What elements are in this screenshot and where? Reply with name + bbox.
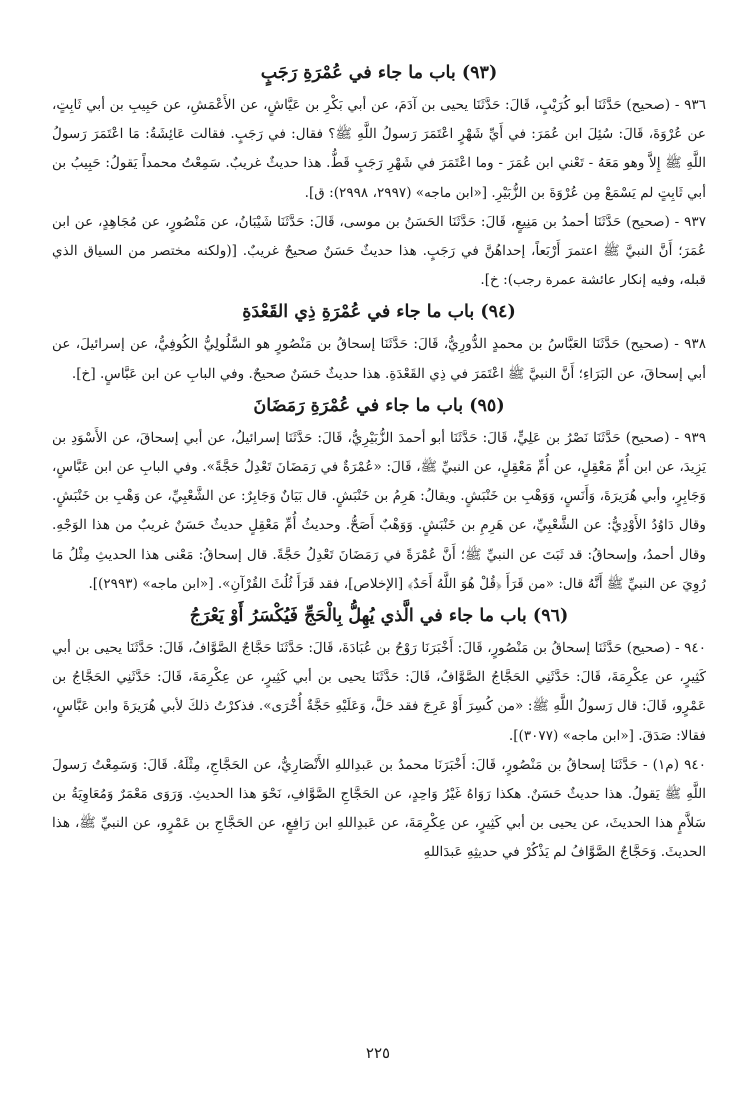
page-number: ٢٢٥ [365, 1044, 391, 1062]
hadith-940: ٩٤٠ - (صحيح) حَدَّثَنَا إسحاقُ بن مَنْصُورٍ، قَالَ: أَخْبَرَنَا رَوْحُ بن عُبَادَةَ، قَالَ: حَدَّثَنَا حَجَّاجٌ الصَّوَّافُ، قَالَ: حَدَّثَنَا يحيى بن أبي كَثِيرٍ، عن عِكْرِمَةَ، قَالَ: حَدَّثَنِي الحَجَّاجُ الصَّوَّافُ، قَالَ: حَدَّثَنَا يحيى بن أبي كَثِيرٍ، عن عِكْرِمَةَ، قَالَ: حَدَّثَنِي الحَجَّاجُ بن عَمْرٍو، قَالَ: قال رَسولُ اللَّهِ ﷺ: «من كُسِرَ أَوْ عَرِجَ فقد حَلَّ، وَعَلَيْهِ حَجَّةٌ أُخْرَى». فذكرْتُ ذلكَ لأبي هُرَيرَةَ وابن عَبَّاسٍ، فقالا: صَدَقَ. [«ابن ماجه» (٣٠٧٧)]. [52, 640, 706, 744]
chapter-heading-95: (٩٥) باب ما جاء في عُمْرَةِ رَمَضَانَ [253, 395, 505, 416]
hadith-940-m1: ٩٤٠ (م١) - حَدَّثَنَا إسحاقُ بن مَنْصُورٍ، قَالَ: أَخْبَرَنَا محمدُ بن عَبدِاللهِ الأَنْصَارِيُّ، عن الحَجَّاجِ، مِثْلَهُ. قَالَ: وَسَمِعْتُ رَسولَ اللَّهِ ﷺ يَقولُ. هذا حديثٌ حَسَنٌ. هكذا رَوَاهُ غَيْرُ وَاحِدٍ، عن الحَجَّاجِ الصَّوَّافِ، نَحْوَ هذا الحديثِ. وَرَوَى مَعْمَرٌ وَمُعَاوِيَةُ بن سَلاَّمٍ هذا الحديثَ، عن يحيى بن أبي كَثِيرٍ، عن عِكْرِمَةَ، عن عَبدِاللهِ ابن رَافِعٍ، عن الحَجَّاجِ بن عَمْرٍو، عن النبيِّ ﷺ، هذا الحديثَ. وَحَجَّاجٌ الصَّوَّافُ لم يَذْكُرْ في حديثِهِ عَبدَاللهِ [52, 756, 706, 861]
chapter-heading-96: (٩٦) باب ما جاء في الَّذي يُهِلُّ بِالْحَجِّ فَيُكْسَرُ أَوْ يَعْرَجُ [189, 606, 569, 627]
hadith-936: ٩٣٦ - (صحيح) حَدَّثَنَا أبو كُرَيْبٍ، قَالَ: حَدَّثَنَا يحيى بن آدَمَ، عن أبي بَكْرِ بن عَيَّاشٍ، عن الأَعْمَشِ، عن حَبِيبِ بن أبي ثَابِتٍ، عن عُرْوَةَ، قَالَ: سُئِلَ ابن عُمَرَ: في أَيِّ شَهْرٍ اعْتَمَرَ رَسولُ اللَّهِ ﷺ؟ فقال: في رَجَبٍ. فقالت عَائِشَةُ: مَا اعْتَمَرَ رَسولُ اللَّهِ ﷺ إِلاَّ وهو مَعَهُ - تَعْني ابن عُمَرَ - وما اعْتَمَرَ في شَهْرِ رَجَبٍ قَطُّ. هذا حديثٌ غريبٌ. سَمِعْتُ محمداً يَقولُ: حَبِيبُ بن أبي ثَابِتٍ لم يَسْمَعْ مِن عُرْوَةَ بن الزُّبَيْرِ. [«ابن ماجه» (٢٩٩٧، ٢٩٩٨): ق]. [52, 97, 706, 201]
chapter-heading-93: (٩٣) باب ما جاء في عُمْرَةِ رَجَبٍ [260, 63, 498, 83]
hadith-938: ٩٣٨ - (صحيح) حَدَّثَنَا العَبَّاسُ بن محمدٍ الدُّورِيُّ، قَالَ: حَدَّثَنَا إسحاقُ بن مَنْصُورٍ هو السَّلُولِيُّ الكُوفِيُّ، عن إسرائيلَ، عن أبي إسحاقَ، عن البَرَاءِ؛ أَنَّ النبيَّ ﷺ اعْتَمَرَ في ذِي القَعْدَةِ. هذا حديثٌ حَسَنٌ صحيحٌ. وفي البابِ عن ابن عَبَّاسٍ. [خ]. [52, 336, 706, 382]
chapter-heading-94: (٩٤) باب ما جاء في عُمْرَةِ ذِي القَعْدَةِ [242, 302, 516, 323]
hadith-939: ٩٣٩ - (صحيح) حَدَّثَنَا نَصْرُ بن عَلِيٍّ، قَالَ: حَدَّثَنَا أبو أحمدَ الزُّبَيْرِيُّ، قَالَ: حَدَّثَنَا إسرائيلُ، عن أبي إسحاقَ، عن الأَسْوَدِ بن يَزِيدَ، عن ابن أُمِّ مَعْقِلٍ، عن أُمِّ مَعْقِلٍ، عن النبيِّ ﷺ، قَالَ: «عُمْرَةٌ في رَمَضَانَ تَعْدِلُ حَجَّةً». وفي البابِ عن ابن عَبَّاسٍ، وَجَابِرٍ، وأبي هُرَيرَةَ، وَأَنَسٍ، وَوَهْبِ بن خَنْبَشٍ. ويقالُ: هَرِمُ بن خَنْبَشٍ. قال بَيَانٌ وَجَابِرٌ: عن الشَّعْبِيِّ، عن وَهْبِ بن خَنْبَشٍ. وقال دَاوُدُ الأَوْدِيُّ: عن الشَّعْبِيِّ، عن هَرِمِ بن خَنْبَشٍ. وَوَهْبٌ أَصَحُّ. وحديثُ أُمِّ مَعْقِلٍ حديثٌ حَسَنٌ غريبٌ من هذا الوَجْهِ. وقال أحمدُ، وإسحاقُ: قد ثَبَتَ عن النبيِّ ﷺ؛ أَنَّ عُمْرَةً في رَمَضَانَ تَعْدِلُ حَجَّةً. قال إسحاقُ: مَعْنى هذا الحديثِ مِثْلُ مَا رُوِيَ عن النبيِّ ﷺ أَنَّهُ قال: «من قَرَأَ ﴿قُلْ هُوَ اللَّهُ أَحَدٌ﴾ [الإخلاص]، فقد قَرَأَ ثُلُثَ القُرْآنِ». [«ابن ماجه» (٢٩٩٣)]. [52, 429, 706, 592]
hadith-937: ٩٣٧ - (صحيح) حَدَّثَنَا أحمدُ بن مَنِيعٍ، قَالَ: حَدَّثَنَا الحَسَنُ بن موسى، قَالَ: حَدَّثَنَا شَيْبَانُ، عن مَنْصُورٍ، عن مُجَاهِدٍ، عن ابن عُمَرَ؛ أَنَّ النبيَّ ﷺ اعتمرَ أَرْبَعاً، إحداهُنَّ في رَجَبٍ. هذا حديثٌ حَسَنٌ صحيحٌ غريبٌ. [(ولكنه مختصر من السياق الذي قبله، وفيه إنكار عائشة عمرة رجب): خ]. [52, 213, 706, 289]
